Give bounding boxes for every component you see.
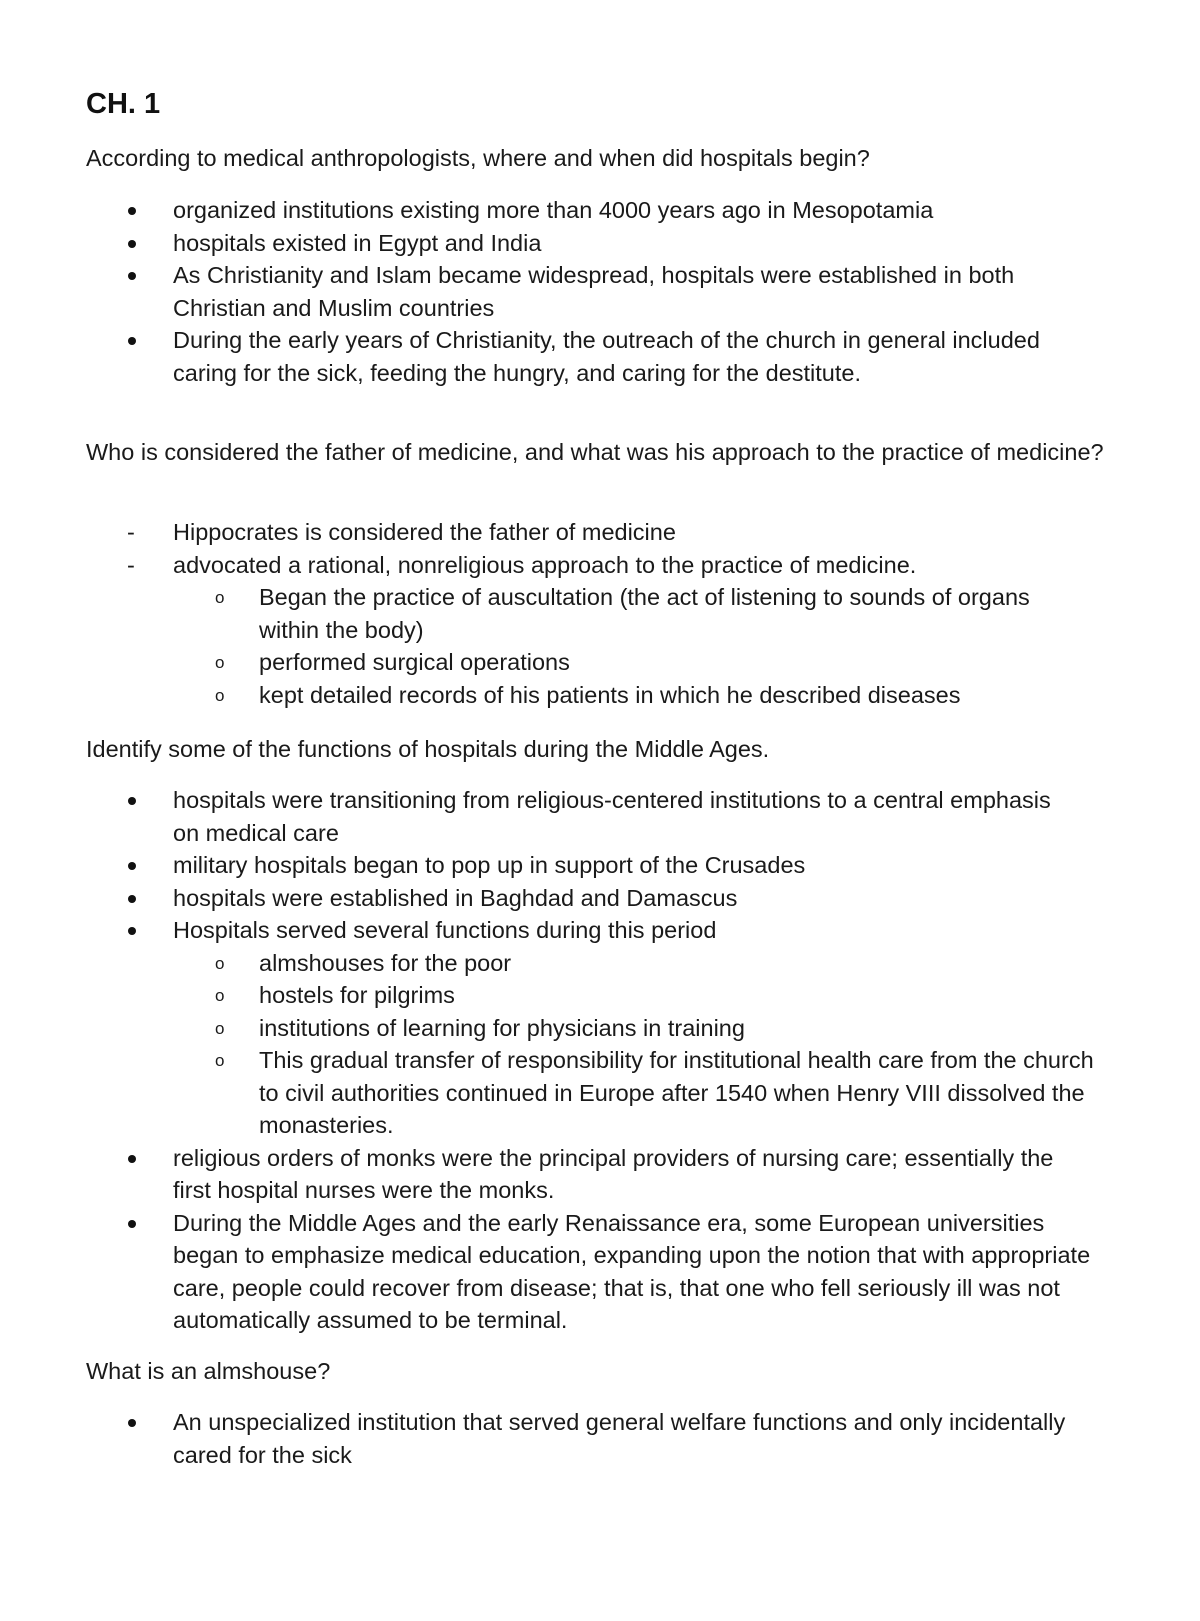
sub-list-item-text: kept detailed records of his patients in which he described diseases — [259, 681, 961, 708]
list-item-text: During the early years of Christianity, the outreach of the church in general included caring for the sick, feeding the hungry, and caring for the destitute. — [173, 327, 1040, 386]
list-item — [0, 227, 1068, 260]
list-item — [0, 516, 1068, 549]
list-item-text: hospitals were established in Baghdad and Damascus — [173, 884, 738, 911]
list-item-text: During the Middle Ages and the early Renaissance era, some European universities began to emphasize medical education, expanding upon the notion that with appropriate care, people could recover from disease; that is, that one who fell seriously ill was not automatically assumed to be terminal. — [173, 1209, 1091, 1333]
list-item — [0, 549, 1068, 712]
list-item — [0, 1142, 1068, 1207]
sub-list — [173, 947, 1094, 1142]
answer-list-middle-ages-functions — [0, 784, 1200, 1337]
sub-list-item — [0, 581, 1094, 646]
answer-list-father-of-medicine — [0, 516, 1200, 711]
sub-list-item — [0, 1044, 1094, 1142]
list-item-text: Hospitals served several functions during this period — [173, 917, 717, 943]
sub-list — [173, 581, 1068, 711]
sub-list-item-text: performed surgical operations — [259, 649, 570, 675]
answer-list-almshouse — [0, 1406, 1200, 1471]
list-item — [0, 882, 1068, 915]
list-item-text: hospitals were transitioning from religious-centered institutions to a central emphasis on medical care — [173, 787, 1051, 846]
list-item-text: Hippocrates is considered the father of medicine — [173, 519, 676, 545]
sub-list-item-text: institutions of learning for physicians in training — [259, 1014, 745, 1041]
list-item-text: hospitals existed in Egypt and India — [173, 229, 542, 256]
question-almshouse: What is an almshouse? — [86, 1358, 331, 1384]
list-item-text: An unspecialized institution that served general welfare functions and only incidentally cared for the sick — [173, 1409, 1066, 1468]
sub-list-item — [0, 947, 1094, 980]
list-item-text: advocated a rational, nonreligious approach to the practice of medicine. — [173, 551, 917, 578]
list-item — [0, 1406, 1068, 1471]
list-item — [0, 849, 1068, 882]
question-hospital-origins: According to medical anthropologists, where and when did hospitals begin? — [86, 145, 870, 171]
answer-list-hospital-origins — [0, 194, 1200, 389]
list-item-text: organized institutions existing more than 4000 years ago in Mesopotamia — [173, 197, 934, 223]
list-item-text: As Christianity and Islam became widespread, hospitals were established in both Christian and Muslim countries — [173, 262, 1015, 321]
sub-list-item-text: almshouses for the poor — [259, 949, 512, 976]
list-item — [0, 784, 1068, 849]
list-item-text: military hospitals began to pop up in support of the Crusades — [173, 852, 806, 878]
sub-list-item-text: hostels for pilgrims — [259, 982, 455, 1008]
list-item — [0, 259, 1068, 324]
sub-list-item — [0, 979, 1094, 1012]
sub-list-item-text: This gradual transfer of responsibility for institutional health care from the church to civil authorities continued in Europe after 1540 when Henry VIII dissolved the monasteries. — [259, 1047, 1094, 1138]
chapter-heading: CH. 1 — [86, 88, 161, 120]
list-item-text: religious orders of monks were the principal providers of nursing care; essentially the first hospital nurses were the monks. — [173, 1144, 1054, 1203]
list-item — [0, 194, 1068, 227]
sub-list-item — [0, 679, 1094, 712]
sub-list-item-text: Began the practice of auscultation (the act of listening to sounds of organs within the body) — [259, 584, 1030, 643]
sub-list-item — [0, 646, 1094, 679]
list-item — [0, 914, 1094, 1142]
list-item — [0, 324, 1068, 389]
list-item — [0, 1207, 1093, 1337]
question-middle-ages-functions: Identify some of the functions of hospitals during the Middle Ages. — [86, 736, 770, 762]
question-father-of-medicine: Who is considered the father of medicine, and what was his approach to the practice of medicine? — [86, 439, 1104, 465]
sub-list-item — [0, 1012, 1094, 1045]
